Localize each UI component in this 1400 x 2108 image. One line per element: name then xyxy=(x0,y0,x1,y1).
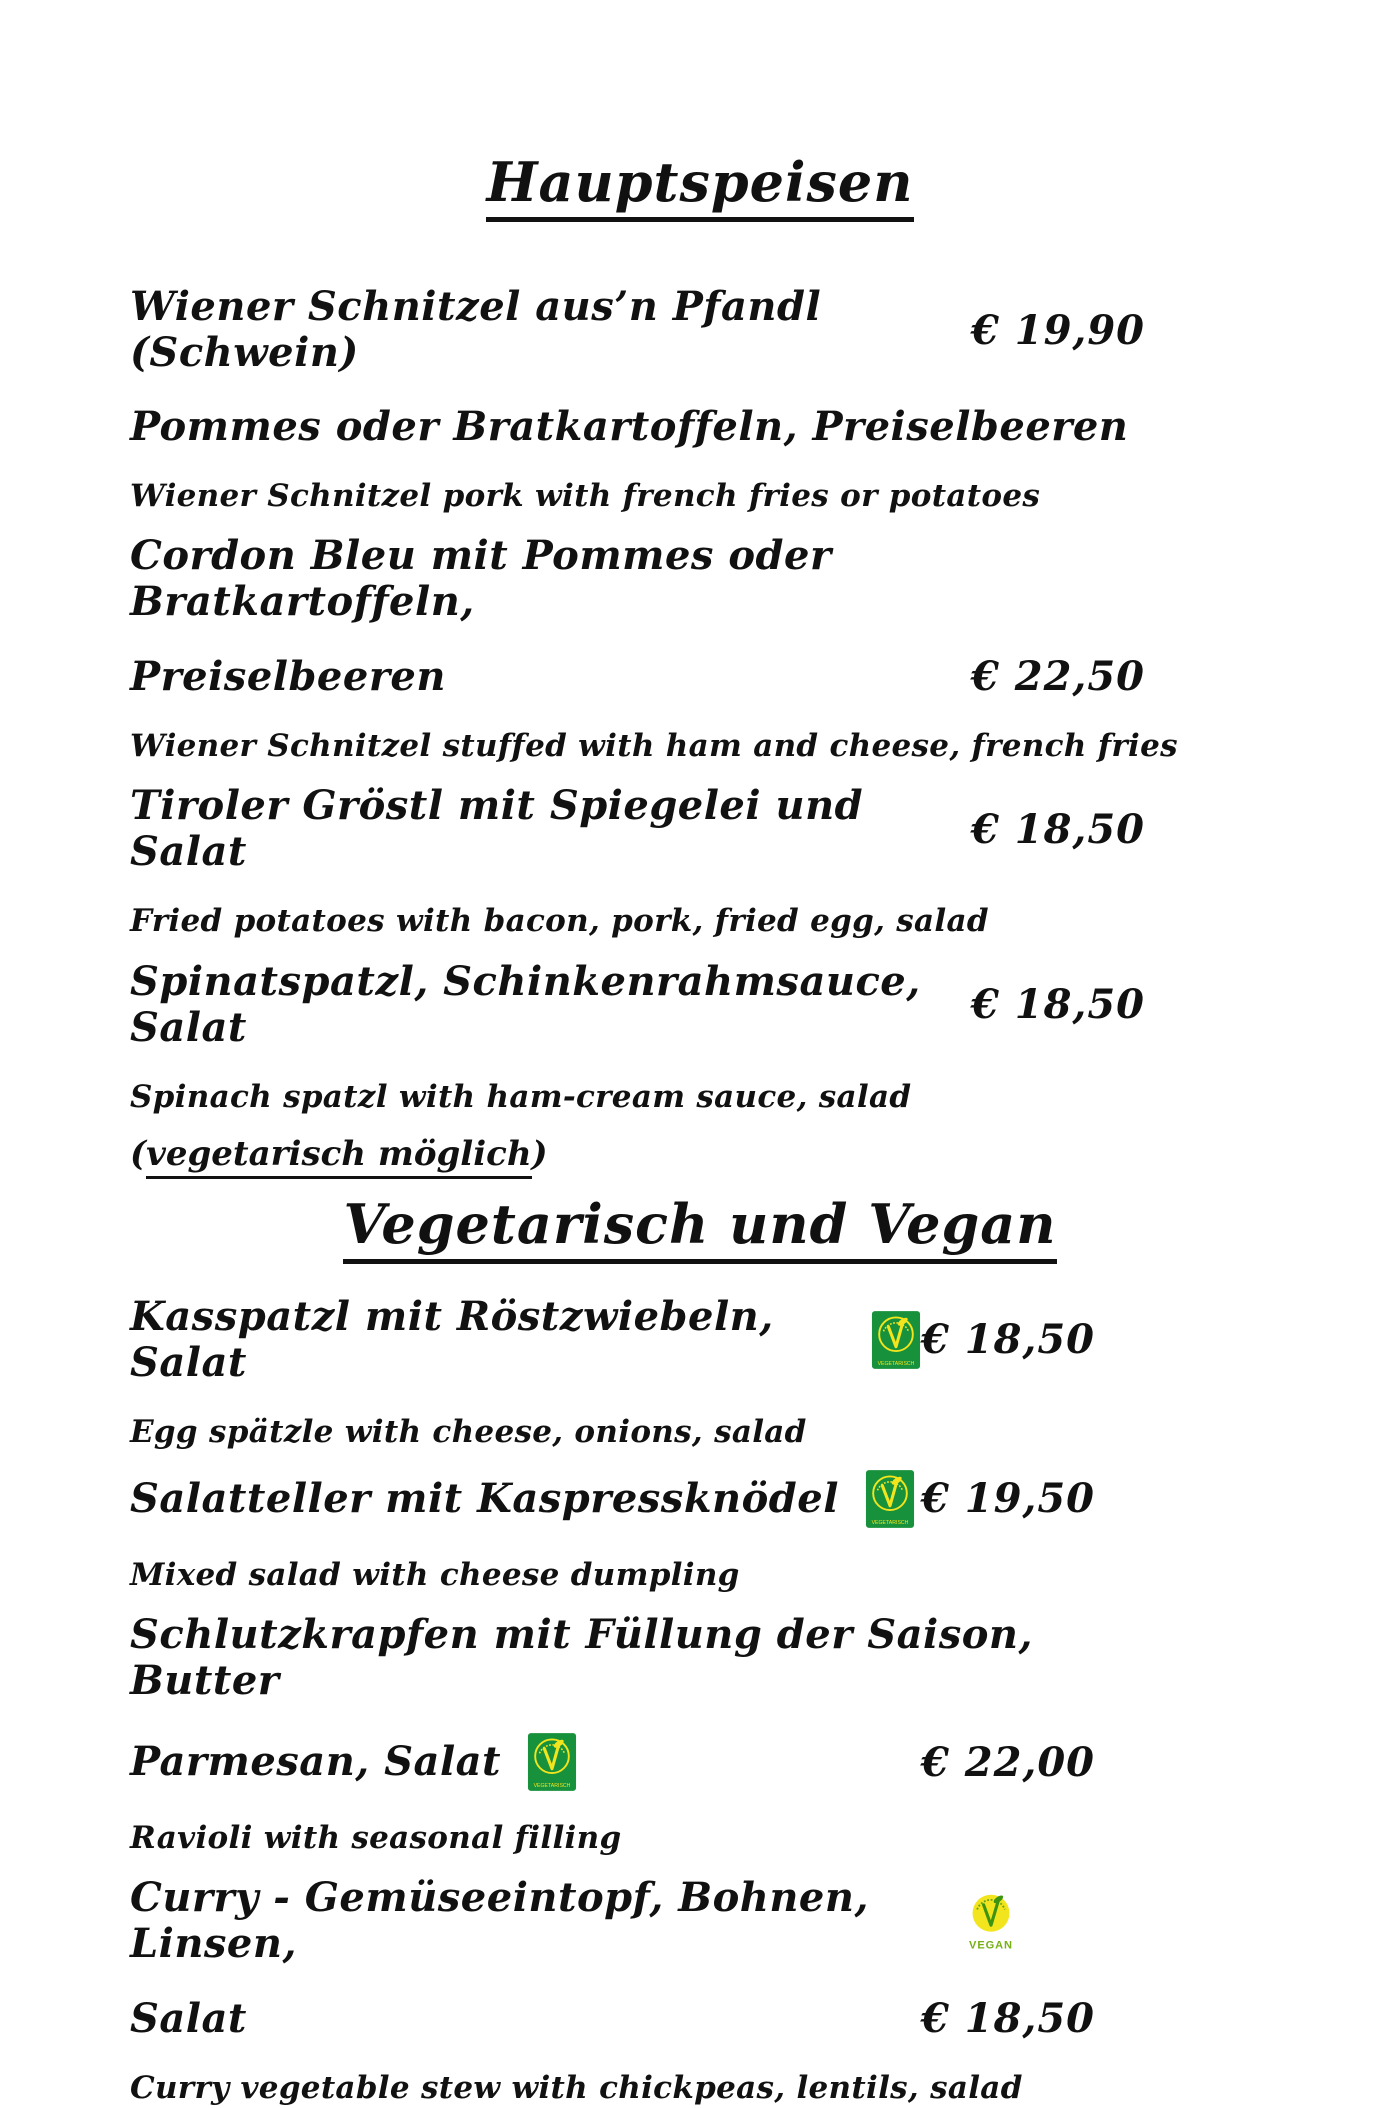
section-title-vegetarisch-vegan xyxy=(0,1192,1400,1264)
dish-name-line2: Pommes oder Bratkartoffeln, Preiselbeeren xyxy=(130,403,1129,450)
dish-name-group xyxy=(130,1469,915,1529)
menu-item-kasspatzl xyxy=(130,1294,1400,1451)
dish-price: € 22,00 xyxy=(920,1738,1095,1786)
dish-name: Wiener Schnitzel aus’n Pfandl (Schwein) xyxy=(130,283,822,376)
dish-name-row xyxy=(130,1294,1095,1386)
dish-description: Ravioli with seasonal filling xyxy=(130,1820,622,1857)
section-title-text: Vegetarisch und Vegan xyxy=(343,1192,1056,1264)
menu-item-curry-gemueseeintopf xyxy=(130,1875,1400,2107)
vegetarisch-badge-label: VEGETARISCH xyxy=(877,1360,915,1367)
dish-name-row xyxy=(130,1875,1095,1967)
dish-name-row xyxy=(130,1469,1095,1529)
dish-price: € 18,50 xyxy=(920,1995,1095,2043)
dish-name: Kasspatzl mit Röstzwiebeln, Salat xyxy=(130,1292,774,1386)
dish-name: Spinatspatzl, Schinkenrahmsauce, Salat xyxy=(130,957,921,1051)
dish-name: Curry - Gemüseeintopf, Bohnen, Linsen, xyxy=(130,1874,869,1968)
menu-item-wiener-schnitzel xyxy=(130,284,1400,515)
dish-name-line2: Preiselbeeren xyxy=(130,652,446,700)
dish-description: Curry vegetable stew with chickpeas, lentils, salad xyxy=(130,2070,1023,2107)
vegetarisch-badge-label: VEGETARISCH xyxy=(533,1783,571,1790)
dish-price: € 19,50 xyxy=(920,1475,1095,1523)
menu-item-salatteller xyxy=(130,1469,1400,1594)
vegetarisch-badge-label: VEGETARISCH xyxy=(871,1519,909,1526)
dish-name-row xyxy=(130,1995,1095,2042)
note-paren-close: ) xyxy=(531,1133,548,1174)
menu-item-tiroler-groestl xyxy=(130,783,1400,940)
dish-description: Wiener Schnitzel pork with french fries or potatoes xyxy=(130,478,1041,514)
dish-name-row xyxy=(130,959,1145,1051)
vegan-badge-icon xyxy=(967,1890,1015,1953)
dish-name-line2: Salat xyxy=(130,1994,247,2042)
dish-description: Spinach spatzl with ham-cream sauce, salad xyxy=(130,1078,912,1115)
vegetarisch-badge-icon xyxy=(527,1732,577,1792)
dish-name-row xyxy=(130,1612,1095,1704)
dish-note xyxy=(130,1134,1400,1174)
dish-name: Schlutzkrapfen mit Füllung der Saison, Butter xyxy=(130,1611,1033,1705)
dish-price: € 18,50 xyxy=(920,1316,1095,1364)
dish-price: € 19,90 xyxy=(970,306,1145,354)
dish-description: Mixed salad with cheese dumpling xyxy=(130,1556,740,1593)
dish-price: € 18,50 xyxy=(970,981,1145,1029)
dish-price: € 18,50 xyxy=(970,805,1145,853)
section-hauptspeisen xyxy=(130,284,1400,1174)
section-title-hauptspeisen xyxy=(0,150,1400,222)
dish-name-group xyxy=(130,1294,921,1386)
section-title-text: Hauptspeisen xyxy=(486,150,913,222)
menu-item-schlutzkrapfen xyxy=(130,1612,1400,1857)
dish-description: Wiener Schnitzel stuffed with ham and cheese, french fries xyxy=(130,728,1178,765)
dish-name-group xyxy=(130,1732,577,1792)
vegetarisch-badge-icon xyxy=(871,1310,921,1370)
dish-name-row xyxy=(130,1732,1095,1792)
note-paren-open: ( xyxy=(130,1133,147,1174)
dish-name: Cordon Bleu mit Pommes oder Bratkartoffeln, xyxy=(130,532,832,626)
dish-name-row xyxy=(130,533,1145,625)
menu-item-cordon-bleu xyxy=(130,533,1400,765)
section-vegetarisch-vegan xyxy=(130,1294,1400,2108)
note-text: vegetarisch möglich xyxy=(146,1134,531,1179)
dish-name-row xyxy=(130,284,1145,376)
dish-name: Tiroler Gröstl mit Spiegelei und Salat xyxy=(130,782,864,876)
dish-price: € 22,50 xyxy=(970,653,1145,701)
dish-name-row xyxy=(130,783,1145,875)
dish-name-row xyxy=(130,653,1145,700)
vegan-badge-label: VEGAN xyxy=(969,1939,1013,1952)
dish-description: Egg spätzle with cheese, onions, salad xyxy=(130,1413,807,1450)
dish-name-row xyxy=(130,404,1145,450)
vegetarisch-badge-icon xyxy=(865,1469,915,1529)
dish-name: Salatteller mit Kaspressknödel xyxy=(130,1474,839,1522)
menu-item-spinatspatzl xyxy=(130,959,1400,1174)
dish-name-line2: Parmesan, Salat xyxy=(130,1738,502,1786)
dish-description: Fried potatoes with bacon, pork, fried egg, salad xyxy=(130,903,989,940)
